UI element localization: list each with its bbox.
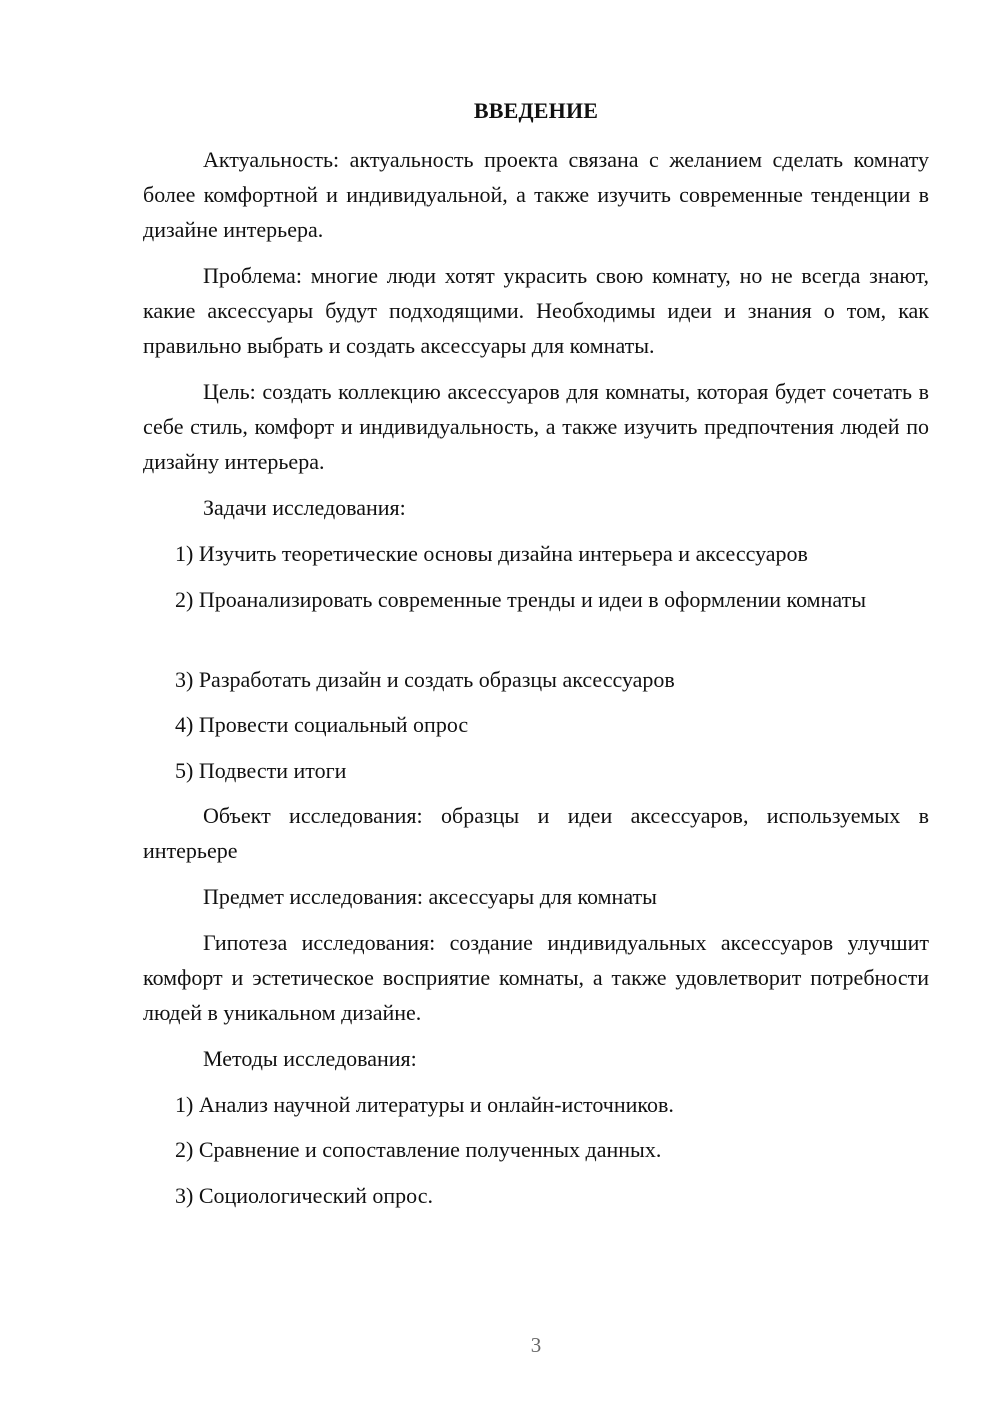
task-item: 5) Подвести итоги: [175, 758, 347, 783]
page-title: ВВЕДЕНИЕ: [473, 98, 599, 123]
method-item: 2) Сравнение и сопоставление полученных данных.: [175, 1137, 662, 1162]
hypothesis-paragraph: Гипотеза исследования: создание индивидуальных аксессуаров улучшит комфорт и эстетическое восприятие комнаты, а также удовлетворит потребности людей в уникальном дизайне.: [143, 930, 929, 1025]
task-item: 3) Разработать дизайн и создать образцы аксессуаров: [175, 667, 675, 692]
methods-heading: Методы исследования:: [203, 1046, 417, 1071]
goal-paragraph: Цель: создать коллекцию аксессуаров для комнаты, которая будет сочетать в себе стиль, комфорт и индивидуальность, а также изучить предпочтения людей по дизайну интерьера.: [143, 379, 929, 474]
page-number: 3: [530, 1333, 542, 1357]
subject-paragraph: Предмет исследования: аксессуары для комнаты: [203, 884, 657, 909]
task-item: 2) Проанализировать современные тренды и идеи в оформлении комнаты: [175, 587, 866, 612]
method-item: 3) Социологический опрос.: [175, 1183, 433, 1208]
tasks-heading: Задачи исследования:: [203, 495, 406, 520]
object-paragraph: Объект исследования: образцы и идеи аксессуаров, используемых в интерьере: [143, 803, 929, 863]
task-item: 1) Изучить теоретические основы дизайна интерьера и аксессуаров: [175, 541, 808, 566]
method-item: 1) Анализ научной литературы и онлайн-источников.: [175, 1092, 674, 1117]
task-item: 4) Провести социальный опрос: [175, 712, 469, 737]
relevance-paragraph: Актуальность: актуальность проекта связана с желанием сделать комнату более комфортной и индивидуальной, а также изучить современные тенденции в дизайне интерьера.: [143, 147, 929, 242]
problem-paragraph: Проблема: многие люди хотят украсить свою комнату, но не всегда знают, какие аксессуары будут подходящими. Необходимы идеи и знания о том, как правильно выбрать и создать аксессуары для комнаты.: [143, 263, 929, 358]
